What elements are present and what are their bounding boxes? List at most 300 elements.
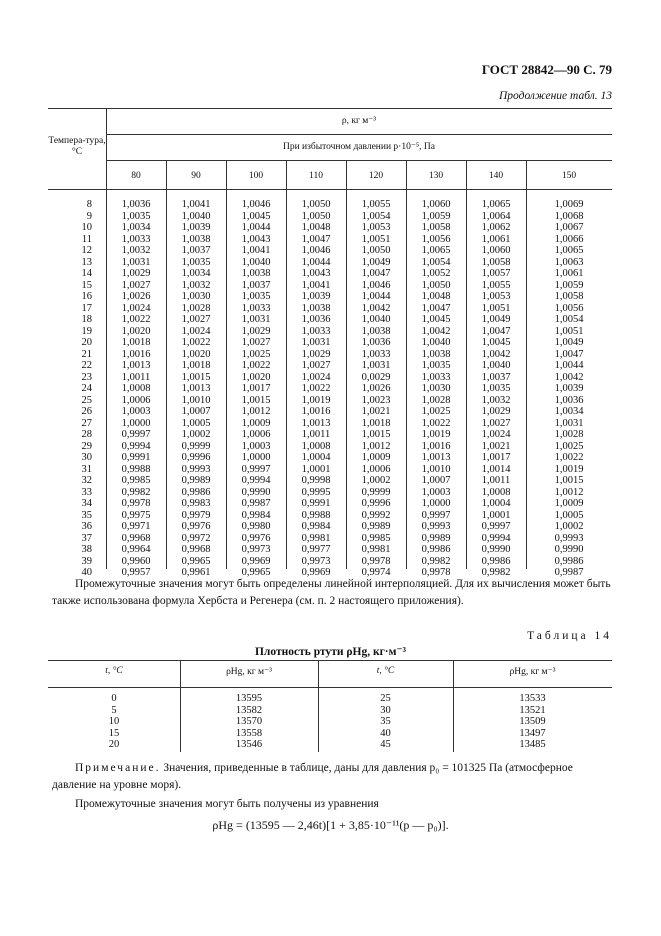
table-cell: 1,0012 — [554, 486, 584, 498]
table-cell: 0,9998 — [301, 475, 331, 486]
table-cell: 1,0065 — [554, 245, 584, 256]
table-cell: 1,0022 — [421, 417, 451, 429]
table-cell: 1,0009 — [554, 498, 584, 509]
table-cell: 1,0041 — [301, 279, 331, 291]
table-cell: 0,9971 — [121, 521, 151, 532]
table-cell: 25 — [81, 394, 92, 406]
table-cell: 1,0036 — [301, 314, 331, 325]
table-cell: 1,0058 — [421, 222, 451, 233]
t-header: t, °С — [376, 666, 395, 676]
note-label: Примечание. — [75, 762, 161, 774]
interpolation-paragraph: Промежуточные значения могут быть определены линейной интерполяцией. Для их вычисления может быть также использована формула Хербста и Регенера (см. п. 2 настоящего приложения). — [52, 578, 611, 607]
table-cell: 0,9988 — [301, 509, 331, 521]
table-cell: 1,0054 — [421, 256, 451, 268]
table-cell: 1,0037 — [181, 245, 211, 256]
table-cell: 1,0019 — [421, 429, 451, 440]
table-cell: 1,0014 — [481, 463, 511, 475]
table-cell: 13497 — [519, 727, 546, 739]
table-cell: 1,0012 — [241, 406, 271, 417]
density-column — [106, 199, 166, 579]
table-cell: 13 — [81, 256, 92, 268]
table-cell: 0,9993 — [554, 532, 584, 544]
table-cell: 1,0020 — [121, 325, 151, 337]
table-cell: 0,9993 — [181, 463, 211, 475]
table-cell: 0,9993 — [421, 521, 451, 532]
table-cell: 13546 — [235, 739, 263, 750]
table-cell: 1,0041 — [181, 199, 211, 210]
table-cell: 0,9978 — [421, 567, 451, 578]
table-cell: 0,9986 — [181, 486, 211, 498]
table-cell: 1,0061 — [554, 268, 584, 279]
table-cell: 1,0031 — [241, 314, 271, 325]
table-cell: 1,0036 — [361, 337, 391, 348]
table-cell: 36 — [81, 521, 92, 532]
table-cell: 1,0054 — [361, 210, 391, 222]
table-cell: 1,0008 — [121, 383, 151, 394]
table-cell: 1,0047 — [421, 302, 451, 314]
table-cell: 1,0005 — [554, 509, 584, 521]
table-cell: 0,9976 — [181, 521, 211, 532]
table-cell: 0,9985 — [361, 532, 391, 544]
table-cell: 1,0025 — [241, 348, 271, 360]
table-cell: 0,9965 — [241, 567, 271, 578]
table-cell: 1,0031 — [554, 417, 584, 429]
table-cell: 1,0051 — [361, 233, 391, 245]
table-cell: 1,0008 — [301, 440, 331, 452]
table-cell: 1,0000 — [241, 452, 271, 463]
table-cell: 1,0018 — [121, 337, 151, 348]
table-cell: 32 — [81, 475, 92, 486]
table-cell: 25 — [380, 693, 391, 704]
table-cell: 1,0009 — [241, 417, 271, 429]
table-cell: 1,0032 — [481, 394, 511, 406]
table-cell: 1,0007 — [181, 406, 211, 417]
density-column — [406, 199, 466, 579]
table-cell: 0,9989 — [421, 532, 451, 544]
table-cell: 1,0033 — [361, 348, 391, 360]
table-cell: 0,9986 — [481, 555, 511, 567]
table-cell: 1,0055 — [361, 199, 391, 210]
table-cell: 13595 — [235, 693, 263, 704]
table-cell: 1,0042 — [554, 371, 584, 383]
pressure-header: 130 — [428, 171, 444, 181]
table-cell: 1,0031 — [121, 256, 151, 268]
table-cell: 1,0038 — [181, 233, 211, 245]
table-cell: 0,9968 — [121, 532, 151, 544]
table-cell: 1,0034 — [554, 406, 584, 417]
table-cell: 11 — [81, 233, 92, 245]
table-cell: 1,0011 — [121, 371, 151, 383]
table-cell: 1,0015 — [361, 429, 391, 440]
table-cell: 13521 — [519, 704, 546, 716]
table-cell: 1,0015 — [241, 394, 271, 406]
table-cell: 0,9999 — [181, 440, 211, 452]
table-cell: 1,0006 — [241, 429, 271, 440]
table-cell: 8 — [86, 199, 92, 210]
table-cell: 0,9973 — [301, 555, 331, 567]
table-cell: 21 — [81, 348, 92, 360]
table-cell: 1,0003 — [421, 486, 451, 498]
table-cell: 1,0029 — [481, 406, 511, 417]
table-cell: 1,0049 — [554, 337, 584, 348]
table-cell: 0,9986 — [554, 555, 584, 567]
table-cell: 1,0013 — [421, 452, 451, 463]
table-cell: 0,9978 — [361, 555, 391, 567]
table-cell: 33 — [81, 486, 92, 498]
table-cell: 1,0040 — [421, 337, 451, 348]
density-column — [526, 199, 612, 579]
rho-column — [180, 693, 318, 751]
table-cell: 14 — [81, 268, 92, 279]
table-cell: 1,0065 — [421, 245, 451, 256]
table-cell: 1,0051 — [554, 325, 584, 337]
table-cell: 1,0005 — [181, 417, 211, 429]
table-cell: 1,0038 — [301, 302, 331, 314]
table-cell: 1,0064 — [481, 210, 511, 222]
table-cell: 1,0038 — [361, 325, 391, 337]
table-cell: 1,0053 — [361, 222, 391, 233]
table-cell: 0,9990 — [481, 544, 511, 555]
table-cell: 1,0049 — [361, 256, 391, 268]
table-cell: 1,0068 — [554, 210, 584, 222]
pressure-header: 110 — [309, 171, 323, 181]
table-cell: 1,0028 — [421, 394, 451, 406]
table-cell: 1,0004 — [301, 452, 331, 463]
table-cell: 28 — [81, 429, 92, 440]
table-cell: 1,0029 — [121, 268, 151, 279]
table-cell: 31 — [81, 463, 92, 475]
table-cell: 1,0038 — [241, 268, 271, 279]
table-cell: 1,0032 — [121, 245, 151, 256]
table-cell: 20 — [108, 739, 120, 750]
table-cell: 1,0006 — [361, 463, 391, 475]
table-cell: 1,0013 — [181, 383, 211, 394]
density-column — [226, 199, 286, 579]
table-14-title: Плотность ртути ρHg, кг·м⁻³ — [254, 646, 406, 658]
table-cell: 0,9994 — [481, 532, 511, 544]
table-cell: 0,9994 — [241, 475, 271, 486]
table-cell: 23 — [81, 371, 92, 383]
table-cell: 1,0032 — [181, 279, 211, 291]
table-cell: 18 — [81, 314, 92, 325]
density-group-header: ρ, кг м⁻³ — [341, 116, 377, 126]
table-cell: 1,0035 — [181, 256, 211, 268]
table-cell: 0,9985 — [121, 475, 151, 486]
table-cell: 0,9982 — [481, 567, 511, 578]
table-cell: 1,0067 — [554, 222, 584, 233]
table-cell: 1,0002 — [554, 521, 584, 532]
table-cell: 1,0021 — [481, 440, 511, 452]
table-cell: 1,0045 — [241, 210, 271, 222]
table-14-caption: Таблица 14 — [527, 630, 612, 642]
table-cell: 1,0046 — [301, 245, 331, 256]
table-cell: 1,0040 — [361, 314, 391, 325]
table-cell: 1,0004 — [481, 498, 511, 509]
table-cell: 17 — [81, 302, 92, 314]
table-cell: 45 — [380, 739, 391, 750]
table-cell: 0,9990 — [554, 544, 584, 555]
table-cell: 1,0007 — [421, 475, 451, 486]
table-cell: 1,0063 — [554, 256, 584, 268]
table-cell: 0,9981 — [361, 544, 391, 555]
table-cell: 35 — [81, 509, 92, 521]
table-cell: 0,9999 — [361, 486, 391, 498]
pressure-header: 100 — [248, 171, 264, 181]
table-cell: 1,0056 — [554, 302, 584, 314]
pressure-header: 120 — [368, 171, 384, 181]
table-cell: 15 — [81, 279, 92, 291]
temperature-header: Темпера-тура, °С — [48, 136, 106, 157]
table-cell: 13485 — [519, 739, 546, 750]
table-cell: 30 — [380, 704, 391, 716]
table-cell: 27 — [81, 417, 92, 429]
t-column — [48, 693, 180, 751]
page-header: ГОСТ 28842—90 С. 79 — [481, 62, 612, 77]
rho-header: ρHg, кг м⁻³ — [509, 667, 556, 677]
table-cell: 35 — [380, 716, 391, 727]
table-cell: 1,0021 — [361, 406, 391, 417]
table-cell: 1,0039 — [181, 222, 211, 233]
table-cell: 1,0047 — [554, 348, 584, 360]
table-cell: 1,0047 — [361, 268, 391, 279]
table-cell: 16 — [81, 291, 92, 302]
table-cell: 0,9968 — [181, 544, 211, 555]
table-cell: 1,0022 — [181, 337, 211, 348]
table-cell: 1,0024 — [481, 429, 511, 440]
table-cell: 1,0060 — [481, 245, 511, 256]
table-cell: 0,9974 — [361, 567, 391, 578]
table-cell: 13533 — [519, 693, 546, 704]
table-cell: 1,0035 — [421, 360, 451, 371]
table-cell: 1,0027 — [121, 279, 151, 291]
table-cell: 0,9957 — [121, 567, 151, 578]
table-cell: 0,9997 — [421, 509, 451, 521]
table-cell: 1,0001 — [301, 463, 331, 475]
table-cell: 1,0015 — [181, 371, 211, 383]
table-cell: 0,9984 — [241, 509, 271, 521]
table-cell: 1,0022 — [554, 452, 584, 463]
table-cell: 1,0020 — [181, 348, 211, 360]
table-cell: 1,0036 — [554, 394, 584, 406]
table-cell: 1,0031 — [361, 360, 391, 371]
table-cell: 0,9982 — [421, 555, 451, 567]
table-cell: 1,0011 — [301, 429, 331, 440]
table-cell: 1,0046 — [241, 199, 271, 210]
table-cell: 1,0039 — [554, 383, 584, 394]
table-cell: 1,0047 — [481, 325, 511, 337]
table-cell: 1,0010 — [421, 463, 451, 475]
table-cell: 1,0002 — [181, 429, 211, 440]
table-cell: 40 — [380, 727, 391, 739]
table-cell: 1,0025 — [421, 406, 451, 417]
table-cell: 1,0016 — [421, 440, 451, 452]
table-cell: 1,0045 — [481, 337, 511, 348]
table-cell: 1,0027 — [241, 337, 271, 348]
table-cell: 1,0028 — [181, 302, 211, 314]
density-column — [466, 199, 526, 579]
table-cell: 1,0045 — [421, 314, 451, 325]
table-cell: 1,0035 — [481, 383, 511, 394]
table-cell: 1,0028 — [554, 429, 584, 440]
table-cell: 1,0013 — [301, 417, 331, 429]
density-column — [166, 199, 226, 579]
table-cell: 1,0017 — [241, 383, 271, 394]
table-cell: 1,0025 — [554, 440, 584, 452]
table-cell: 1,0041 — [241, 245, 271, 256]
table-cell: 1,0019 — [554, 463, 584, 475]
table-cell: 1,0036 — [121, 199, 151, 210]
table-cell: 1,0022 — [241, 360, 271, 371]
table-cell: 1,0027 — [481, 417, 511, 429]
table-cell: 0,0029 — [361, 371, 391, 383]
note-text: Значения, приведенные в таблице, даны для давления p₀ = 101325 Па (атмосферное давление на уровне моря). — [52, 762, 573, 791]
table-cell: 1,0030 — [181, 291, 211, 302]
table-cell: 1,0042 — [481, 348, 511, 360]
table-cell: 1,0024 — [181, 325, 211, 337]
table-cell: 1,0053 — [481, 291, 511, 302]
table-cell: 0,9989 — [361, 521, 391, 532]
table-cell: 1,0003 — [241, 440, 271, 452]
table-cell: 1,0003 — [121, 406, 151, 417]
pressure-header: 140 — [488, 171, 504, 181]
table-cell: 1,0033 — [241, 302, 271, 314]
table-cell: 1,0059 — [554, 279, 584, 291]
table-cell: 1,0040 — [481, 360, 511, 371]
density-equation: ρHg = (13595 — 2,46t)[1 + 3,85·10⁻¹¹(p — p₀)]. — [212, 818, 449, 832]
table-cell: 9 — [86, 210, 92, 222]
pressure-header: 80 — [131, 171, 141, 181]
table-cell: 0,9991 — [301, 498, 331, 509]
table-cell: 1,0050 — [361, 245, 391, 256]
table-cell: 34 — [81, 498, 92, 509]
table-cell: 1,0031 — [301, 337, 331, 348]
table-cell: 1,0027 — [181, 314, 211, 325]
table-cell: 1,0061 — [481, 233, 511, 245]
table-cell: 1,0054 — [554, 314, 584, 325]
table-cell: 0,9964 — [121, 544, 151, 555]
table-cell: 1,0039 — [301, 291, 331, 302]
table-cell: 13558 — [235, 727, 263, 739]
table-cell: 30 — [81, 452, 92, 463]
table-cell: 1,0010 — [181, 394, 211, 406]
table-cell: 0,9960 — [121, 555, 151, 567]
table-cell: 1,0069 — [554, 199, 584, 210]
table-cell: 0,9996 — [181, 452, 211, 463]
table-cell: 1,0035 — [241, 291, 271, 302]
table-cell: 10 — [81, 222, 92, 233]
table-cell: 0 — [111, 693, 117, 704]
table-cell: 0,9981 — [301, 532, 331, 544]
table-cell: 22 — [81, 360, 92, 371]
table-cell: 13509 — [519, 716, 546, 727]
table-cell: 1,0046 — [361, 279, 391, 291]
table-cell: 0,9980 — [241, 521, 271, 532]
table-cell: 1,0020 — [241, 371, 271, 383]
table-cell: 1,0027 — [301, 360, 331, 371]
table-cell: 1,0000 — [121, 417, 151, 429]
table-cell: 1,0044 — [301, 256, 331, 268]
table-cell: 0,9979 — [181, 509, 211, 521]
table-cell: 1,0040 — [181, 210, 211, 222]
table-continuation-label: Продолжение табл. 13 — [499, 90, 612, 102]
table-cell: 0,9997 — [481, 521, 511, 532]
table-cell: 0,9984 — [301, 521, 331, 532]
table-cell: 1,0049 — [481, 314, 511, 325]
table-cell: 0,9972 — [181, 532, 211, 544]
table-cell: 10 — [108, 716, 120, 727]
table-cell: 1,0042 — [421, 325, 451, 337]
table-cell: 0,9965 — [181, 555, 211, 567]
table-cell: 0,9997 — [241, 463, 271, 475]
table-cell: 1,0044 — [361, 291, 391, 302]
table-cell: 1,0008 — [481, 486, 511, 498]
table-cell: 1,0033 — [421, 371, 451, 383]
table-cell: 1,0062 — [481, 222, 511, 233]
table-cell: 1,0019 — [301, 394, 331, 406]
table-cell: 0,9978 — [121, 498, 151, 509]
table-cell: 24 — [81, 383, 92, 394]
table-cell: 38 — [81, 544, 92, 555]
table-cell: 0,9994 — [121, 440, 151, 452]
table-cell: 1,0022 — [301, 383, 331, 394]
pressure-subheader: При избыточном давлении p·10⁻⁵, Па — [282, 142, 436, 152]
table-cell: 5 — [111, 704, 117, 716]
table-cell: 1,0057 — [481, 268, 511, 279]
table-cell: 0,9987 — [241, 498, 271, 509]
table-cell: 1,0052 — [421, 268, 451, 279]
table-cell: 0,9992 — [361, 509, 391, 521]
density-column — [286, 199, 346, 579]
table-cell: 0,9986 — [421, 544, 451, 555]
table-cell: 1,0037 — [241, 279, 271, 291]
table-cell: 12 — [81, 245, 92, 256]
table-cell: 0,9988 — [121, 463, 151, 475]
table-cell: 1,0037 — [481, 371, 511, 383]
table-cell: 1,0026 — [361, 383, 391, 394]
table-cell: 0,9997 — [121, 429, 151, 440]
table-cell: 0,9995 — [301, 486, 331, 498]
table-cell: 1,0000 — [421, 498, 451, 509]
table-cell: 1,0051 — [481, 302, 511, 314]
table-cell: 1,0043 — [301, 268, 331, 279]
table-cell: 1,0009 — [361, 452, 391, 463]
table-cell: 1,0050 — [301, 199, 331, 210]
table-cell: 1,0029 — [241, 325, 271, 337]
pressure-header: 150 — [561, 171, 577, 181]
table-cell: 1,0058 — [481, 256, 511, 268]
table-cell: 1,0013 — [121, 360, 151, 371]
table-cell: 1,0018 — [361, 417, 391, 429]
table-cell: 1,0044 — [241, 222, 271, 233]
table-cell: 1,0030 — [421, 383, 451, 394]
table-cell: 1,0050 — [421, 279, 451, 291]
table-cell: 0,9990 — [241, 486, 271, 498]
table-cell: 37 — [81, 532, 92, 544]
density-column — [346, 199, 406, 579]
table-cell: 1,0060 — [421, 199, 451, 210]
table-cell: 1,0033 — [121, 233, 151, 245]
table-cell: 0,9987 — [554, 567, 584, 578]
table-cell: 1,0015 — [554, 475, 584, 486]
t-column — [318, 693, 453, 751]
note-paragraph-2: Промежуточные значения могут быть получены из уравнения — [75, 798, 379, 810]
table-cell: 1,0066 — [554, 233, 584, 245]
table-cell: 1,0006 — [121, 394, 151, 406]
temperature-column — [48, 199, 92, 579]
table-cell: 1,0058 — [554, 291, 584, 302]
table-cell: 1,0040 — [241, 256, 271, 268]
table-cell: 1,0017 — [481, 452, 511, 463]
